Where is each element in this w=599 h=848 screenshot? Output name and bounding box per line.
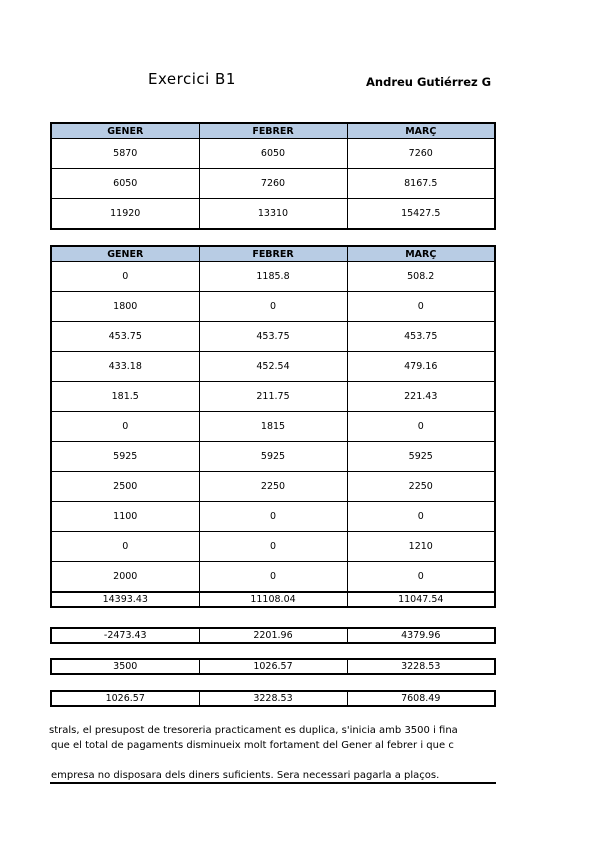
total-row [51, 592, 495, 607]
table-cell: 1210 [347, 532, 495, 562]
table-cell: 3500 [51, 659, 199, 674]
table-cell: 6050 [51, 169, 199, 199]
author-name: Andreu Gutiérrez G [366, 75, 492, 89]
table-row [51, 382, 495, 412]
table-cell: 2250 [199, 472, 347, 502]
table-row [51, 292, 495, 322]
table-row [51, 169, 495, 199]
table-cell: 4379.96 [347, 628, 495, 643]
table-cell: 0 [51, 412, 199, 442]
table-cell: 181.5 [51, 382, 199, 412]
total-cell: 14393.43 [51, 592, 199, 607]
table-row [51, 352, 495, 382]
table-cell: 453.75 [347, 322, 495, 352]
column-header-gener: GENER [51, 246, 199, 262]
table-row [51, 502, 495, 532]
table-cell: 5925 [51, 442, 199, 472]
table-cell: 5870 [51, 139, 199, 169]
table-row [51, 322, 495, 352]
table-cell: 453.75 [51, 322, 199, 352]
table-cell: 221.43 [347, 382, 495, 412]
table-cell: 1185.8 [199, 262, 347, 292]
total-cell: 11108.04 [199, 592, 347, 607]
table-cell: -2473.43 [51, 628, 199, 643]
table-cell: 1815 [199, 412, 347, 442]
table-cell: 7260 [199, 169, 347, 199]
note-line [0, 770, 496, 781]
table-row [51, 562, 495, 593]
column-header-marc: MARÇ [347, 246, 495, 262]
difference-table [50, 627, 496, 644]
note-line [0, 725, 496, 736]
table-cell: 1100 [51, 502, 199, 532]
table-row [51, 199, 495, 230]
table-row [51, 139, 495, 169]
note-text: strals, el presupost de tresoreria practicament es duplica, s'inicia amb 3500 i fina [49, 725, 458, 736]
table-cell: 6050 [199, 139, 347, 169]
table-cell: 0 [347, 292, 495, 322]
column-header-febrer: FEBRER [199, 123, 347, 139]
table-row [51, 659, 495, 674]
table-cell: 15427.5 [347, 199, 495, 230]
table-cell: 11920 [51, 199, 199, 230]
table-row [51, 262, 495, 292]
table-cell: 0 [199, 562, 347, 593]
page-title: Exercici B1 [148, 70, 236, 88]
table-cell: 0 [51, 532, 199, 562]
table-cell: 2201.96 [199, 628, 347, 643]
table-cell: 211.75 [199, 382, 347, 412]
table-row [51, 628, 495, 643]
table-cell: 2500 [51, 472, 199, 502]
table-row [51, 442, 495, 472]
column-header-marc: MARÇ [347, 123, 495, 139]
table-cell: 0 [347, 502, 495, 532]
table-cell: 0 [51, 262, 199, 292]
table-cell: 0 [199, 532, 347, 562]
table-cell: 0 [199, 292, 347, 322]
table-cell: 2000 [51, 562, 199, 593]
table-cell: 433.18 [51, 352, 199, 382]
closing-balance-table [50, 690, 496, 707]
table-cell: 0 [199, 502, 347, 532]
divider [50, 782, 496, 784]
column-header-gener: GENER [51, 123, 199, 139]
table-cell: 479.16 [347, 352, 495, 382]
table-cell: 3228.53 [199, 691, 347, 706]
table-cell: 452.54 [199, 352, 347, 382]
table-header-row [51, 246, 495, 262]
table-header-row [51, 123, 495, 139]
table-row [51, 412, 495, 442]
total-cell: 11047.54 [347, 592, 495, 607]
payments-table [50, 245, 496, 608]
note-text: que el total de pagaments disminueix molt fortament del Gener al febrer i que c [51, 740, 454, 751]
table-cell: 1026.57 [199, 659, 347, 674]
table-cell: 7260 [347, 139, 495, 169]
income-table [50, 122, 496, 230]
table-row [51, 691, 495, 706]
opening-balance-table [50, 658, 496, 675]
table-cell: 508.2 [347, 262, 495, 292]
table-cell: 1800 [51, 292, 199, 322]
table-cell: 1026.57 [51, 691, 199, 706]
table-row [51, 532, 495, 562]
table-cell: 5925 [347, 442, 495, 472]
note-text: empresa no disposara dels diners suficients. Sera necessari pagarla a plaços. [51, 770, 440, 781]
table-cell: 3228.53 [347, 659, 495, 674]
table-cell: 0 [347, 562, 495, 593]
table-cell: 5925 [199, 442, 347, 472]
table-cell: 453.75 [199, 322, 347, 352]
note-line [0, 740, 496, 751]
table-cell: 2250 [347, 472, 495, 502]
table-cell: 7608.49 [347, 691, 495, 706]
table-row [51, 472, 495, 502]
table-cell: 8167.5 [347, 169, 495, 199]
table-cell: 13310 [199, 199, 347, 230]
table-cell: 0 [347, 412, 495, 442]
column-header-febrer: FEBRER [199, 246, 347, 262]
